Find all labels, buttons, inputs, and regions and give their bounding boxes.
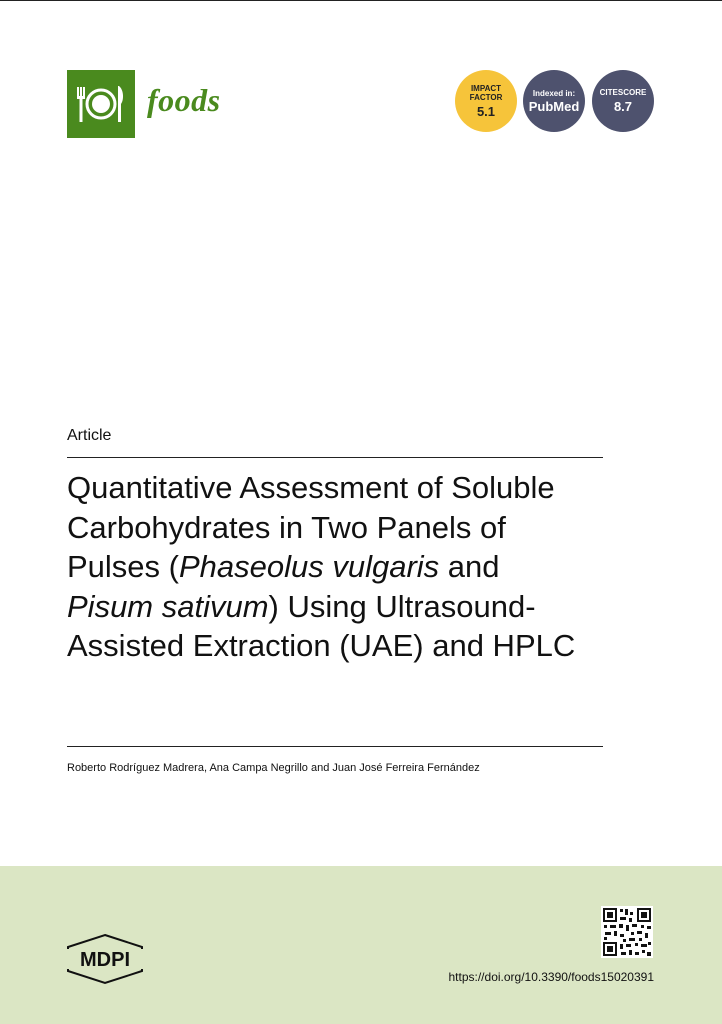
citescore-badge: [592, 70, 654, 132]
impact-factor-label-1: IMPACT: [470, 83, 502, 93]
title-part-3: ) Using Ultrasound-Assisted Extraction (UAE) and HPLC: [67, 588, 576, 663]
indexed-in-label: Indexed in:: [532, 88, 576, 98]
journal-name: foods: [147, 82, 221, 118]
qr-code-icon: [601, 906, 653, 958]
impact-factor-badge: [455, 70, 517, 132]
citescore-label: CITESCORE: [599, 88, 647, 97]
doi-link[interactable]: https://doi.org/10.3390/foods15020391: [448, 970, 654, 984]
species-name-2: Pisum sativum: [67, 588, 269, 624]
mdpi-logo-text: MDPI: [80, 949, 130, 971]
impact-factor-label-2: FACTOR: [469, 92, 503, 102]
pubmed-label: PubMed: [528, 98, 580, 114]
citescore-value: 8.7: [613, 99, 633, 114]
article-title: [67, 468, 607, 666]
author-list: Roberto Rodríguez Madrera, Ana Campa Negrillo and Juan José Ferreira Fernández: [67, 762, 480, 774]
title-part-1: Quantitative Assessment of Soluble Carbohydrates in Two Panels of Pulses (: [67, 470, 555, 584]
title-part-2: and: [439, 549, 500, 584]
title-bottom-rule: [67, 746, 603, 747]
species-name-1: Phaseolus vulgaris: [178, 549, 440, 584]
article-type: Article: [67, 427, 112, 444]
impact-factor-value: 5.1: [476, 103, 496, 119]
pubmed-badge: [523, 70, 585, 132]
title-top-rule: [67, 457, 603, 458]
top-border-line: [0, 0, 722, 1]
foods-logo-icon: [67, 70, 135, 138]
mdpi-logo-icon: [64, 933, 146, 985]
